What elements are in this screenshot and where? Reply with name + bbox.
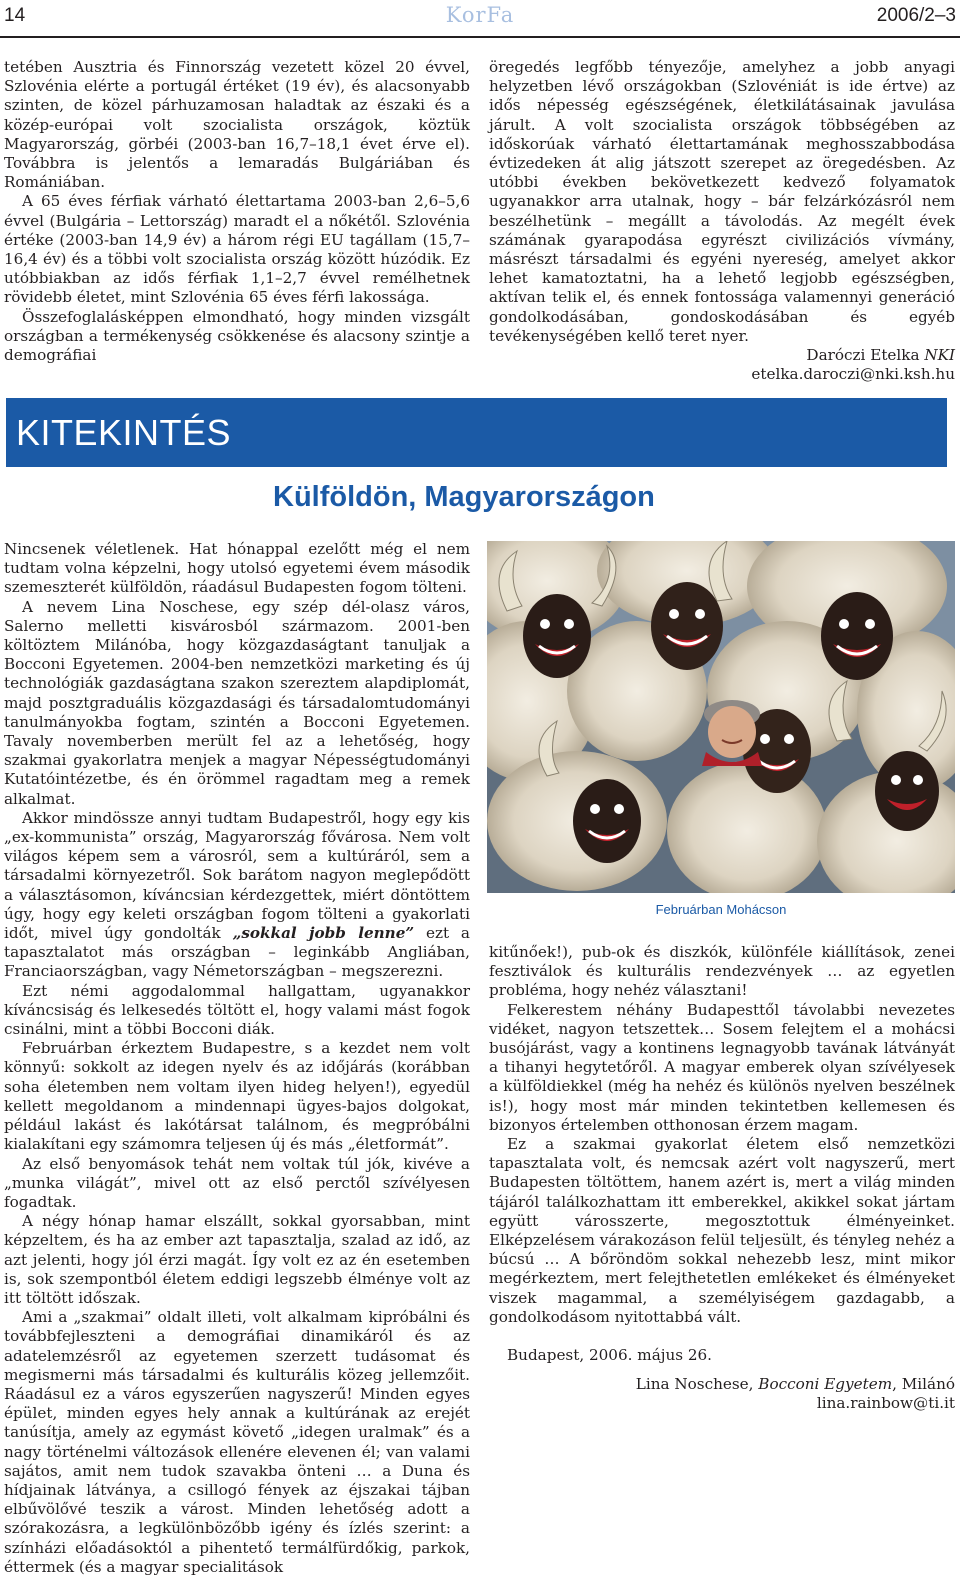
article-headline: Külföldön, Magyarországon — [273, 481, 655, 513]
paragraph: Ez a szakmai gyakorlat életem első nemzetközi tapasztalata volt, és nemcsak azért volt nagyszerű, mert Budapesten töltöttem, hanem azért is, mert a világ minden tájáról találkozhattam itt emberekkel, akikkel sokat jártam együtt városszerte, megosztottuk élményeinket. Elképzelésem várakozáson felül teljesült, és tényleg nehéz a búcsú … A bőröndöm sokkal nehezebb lesz, mint mikor megérkeztem, mert felejthetetlen emlékeket és élményeket viszek magammal, a személyiségem gazdagabb, a gondolkodásom nyitottabbá vált. — [489, 1135, 955, 1326]
journal-title: KorFa — [445, 3, 515, 27]
page-number: 14 — [4, 5, 26, 26]
author-signature — [489, 1375, 955, 1394]
paragraph-text: Akkor mindössze annyi tudtam Budapestről, hogy egy kis „ex-kommunista” ország, Magyarország fővárosa. Nem volt világos képem sem a városról, sem a kultúráról, sem a társadalmi környezetről. Sok barátom nagyon meglepődött a választásomon, kíváncsian kérdezgettek, miért döntöttem úgy, hogy egy keleti országban fogom tölteni a gyakorlati időt, mivel úgy gondolták — [4, 808, 470, 943]
paragraph — [4, 809, 470, 982]
paragraph-text: ezt a tapasztalatot más országban – leginkább Angliában, Franciaországban, vagy Németországban – megszerezni. — [4, 924, 470, 981]
article-left-column — [4, 540, 470, 1577]
author-city: , Milánó — [892, 1375, 955, 1394]
author-name: Lina Noschese, — [635, 1375, 759, 1394]
paragraph: Felkerestem néhány Budapesttől távolabbi nevezetes vidéket, nagyon tetszettek… Sosem felejtem el a mohácsi busójárást, vagy a kontinens legnagyobb tavának látványát a tihanyi hegytetőről. A magyar emberek olyan szívélyesek a külföldiekkel (még ha nehéz és különös nyelven beszélnek is!), hogy most már minden tekintetben kellemesen és bizonyos értelemben otthonosan érzem magam. — [489, 1000, 955, 1134]
author-email: lina.rainbow@ti.it — [816, 1394, 955, 1413]
paragraph: Ezt némi aggodalommal hallgattam, ugyanakkor kíváncsiság és lelkesedés töltött el, hogy valami mást fogok csinálni, mint a többi Bocconi diák. — [4, 981, 470, 1039]
top-right-column — [489, 58, 955, 384]
author-institution: Bocconi Egyetem — [758, 1375, 893, 1394]
paragraph: Összefoglalásképpen elmondható, hogy minden vizsgált országban a termékenység csökkenése és alacsony szintje a demográfiai — [4, 307, 470, 365]
paragraph: A 65 éves férfiak várható élettartama 2003-ban 2,6–5,6 évvel (Bulgária – Lettország) maradt el a nőkétől. Szlovénia értéke (2003-ban 14,9 év) a három régi EU tagállam (15,7–16,4 év) és a többi volt szocialista ország között húzódik. Ez utóbbiakban az idős férfiak 1,1–2,7 évvel remélhetnek rövidebb életet, mint Szlovénia 65 éves férfi lakossága. — [4, 192, 470, 307]
author-signature — [489, 346, 955, 365]
paragraph: A nevem Lina Noschese, egy szép dél-olasz város, Salerno melletti kisvárosból származom. 2001-ben költöztem Milánóba, hogy közgazdaságtant tanuljak a Bocconi Egyetemen. 2004-ben nemzetközi marketing és új technológiák gazdaságtana szakon szereztem alapdiplomát, majd posztgraduális közgazdasági és társadalomtudományi tanulmányokba fogtam, szintén a Bocconi Egyetemen. Tavaly novemberben merült fel az a lehetőség, hogy szakmai gyakorlatra menjek a magyar Népességtudományi Kutatóintézetbe, és én örömmel ragadtam meg a remek alkalmat. — [4, 597, 470, 808]
quote: „sokkal jobb lenne” — [232, 924, 415, 943]
author-institution: NKI — [924, 346, 955, 365]
paragraph: Az első benyomások tehát nem voltak túl jók, kivéve a „munka világát”, mivel ott az első perctől szívélyesen fogadtak. — [4, 1154, 470, 1211]
top-left-column — [4, 58, 470, 365]
author-email: etelka.daroczi@nki.ksh.hu — [751, 365, 955, 384]
place-date: Budapest, 2006. május 26. — [507, 1346, 713, 1365]
issue-number: 2006/2–3 — [876, 5, 956, 26]
header-rule — [0, 36, 960, 38]
photo-caption: Februárban Mohácson — [655, 902, 787, 917]
article-right-column — [489, 943, 955, 1414]
mask-photo-illustration — [487, 541, 955, 893]
paragraph: tetében Ausztria és Finnország vezetett közel 20 évvel, Szlovénia elérte a portugál értéket (19 év), és alacsonyabb szinten, de közel párhuzamosan haladtak az északi és a közép-európai volt szocialista országok, köztük Magyarország, görbéi (2003-ban 16,7–18,1 évet érve el). Továbbra is jelentős a lemaradás Bulgáriában és Romániában. — [4, 58, 470, 192]
paragraph: Februárban érkeztem Budapestre, s a kezdet nem volt könnyű: sokkolt az idegen nyelv és az időjárás (korábban soha életemben nem voltam ilyen hideg helyen!), egyedül kellett megoldanom a mindennapi ügyes-bajos dolgokat, például lakást és lakótársat találnom, és megpróbálni kialakítani egy számomra teljesen új és más „életformát”. — [4, 1039, 470, 1154]
paragraph: Ami a „szakmai” oldalt illeti, volt alkalmam kipróbálni és továbbfejleszteni a demográfiai dinamikáról és az adatelemzésről az egyetemen szerzett tudásomat és megismerni más társadalmi és kulturális közeg jellemzőit. Ráadásul ez a város egyszerűen nagyszerű! Minden egyes épület, minden egyes hely annak a kultúrának az erejét tanúsítja, amely az egymást követő „idegen uralmak” és a nagy történelmi változások ellenére elevenen él; van valami sajátos, amit nem tudok szavakba önteni … a Duna és hídjainak látványa, a csillogó fények az éjszakai tájban elbűvölővé teszik a várost. Minden lehetőség adott a szórakozásra, a legkülönbözőbb igény és ízlés szerint: a színházi előadásoktól a pihentető termálfürdőkig, parkok, éttermek (és a magyar specialitások — [4, 1308, 470, 1576]
paragraph: kitűnőek!), pub-ok és diszkók, különféle kiállítások, zenei fesztiválok és kulturális rendezvények … az egyetlen probléma, hogy nehéz választani! — [489, 943, 955, 1000]
paragraph: A négy hónap hamar elszállt, sokkal gyorsabban, mint képzeltem, és ha az ember azt tapasztalja, szalad az idő, az azt jelenti, hogy jól érzi magát. Így volt ez az én esetemben is, sok szempontból életem eddigi legszebb élménye volt az itt töltött időszak. — [4, 1212, 470, 1307]
paragraph: Nincsenek véletlenek. Hat hónappal ezelőtt még el nem tudtam volna képzelni, hogy utolsó egyetemi évem második szemeszterét külföldön, ráadásul Budapesten fogom tölteni. — [4, 540, 470, 597]
section-title: KITEKINTÉS — [16, 412, 232, 453]
paragraph: öregedés legfőbb tényezője, amelyhez a jobb anyagi helyzetben lévő országokban (Szlovéniát is ide értve) az idős népesség egészségének, életkilátásainak javulása járult. A volt szocialista országok többségében az időskorúak várható élettartamának meghosszabbodása évtizedeken át alig játszott szerepet az öregedésben. Az utóbbi években bekövetkezett kedvező folyamatok ugyanakkor arra utalnak, hogy – bár felzárkózásról nem beszélhetünk – megállt a távolodás. Az megélt évek számának gyarapodása egyrészt civilizációs vívmány, másrészt társadalmi és egyéni nyereség, amelyet akkor lehet kamatoztatni, ha a lehető legjobb egészségben, aktívan telik el, és ennek fontossága valamennyi generáció gondolkodásában, gondoskodásában és egyéb tevékenységében kellő teret nyer. — [489, 58, 955, 345]
author-name: Daróczi Etelka — [806, 346, 925, 365]
busojaras-photo — [487, 541, 955, 893]
